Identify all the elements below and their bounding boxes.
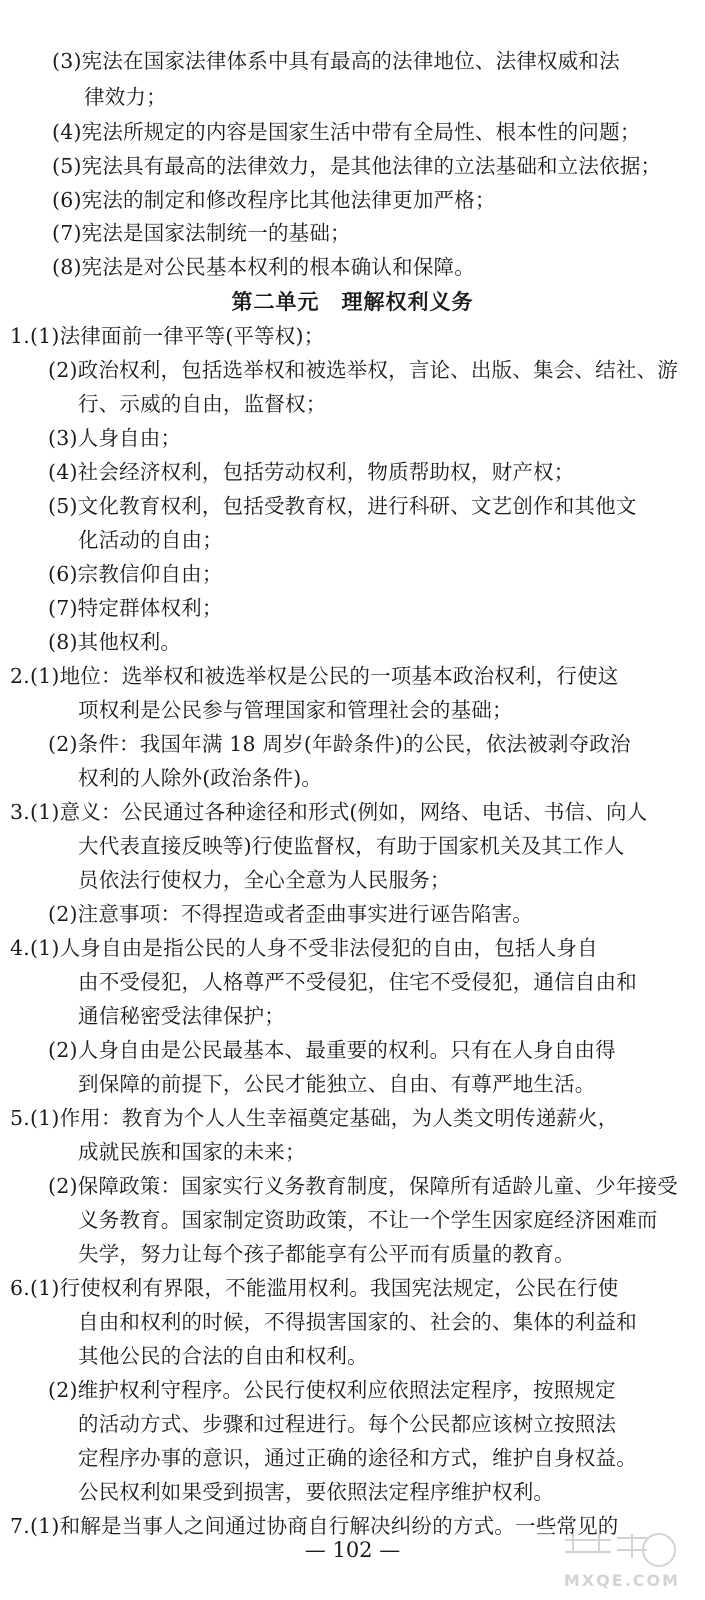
text-line: (2)人身自由是公民最基本、最重要的权利。只有在人身自由得 [48,1038,616,1062]
text-line: 1.(1)法律面前一律平等(平等权)； [10,324,325,348]
text-line: 定程序办事的意识，通过正确的途径和方式，维护自身权益。 [78,1446,637,1470]
text-line: 的活动方式、步骤和过程进行。每个公民都应该树立按照法 [78,1412,617,1436]
text-line: (5)宪法具有最高的法律效力，是其他法律的立法基础和立法依据； [52,154,662,178]
text-line: 到保障的前提下，公民才能独立、自由、有尊严地生活。 [78,1072,596,1096]
text-line: 大代表直接反映等)行使监督权，有助于国家机关及其工作人 [78,834,625,858]
text-line: (2)条件：我国年满 18 周岁(年龄条件)的公民，依法被剥夺政治 [48,732,631,756]
text-line: 自由和权利的时候，不得损害国家的、社会的、集体的利益和 [78,1310,637,1334]
text-line: 成就民族和国家的未来； [78,1140,306,1164]
text-line: 项权利是公民参与管理国家和管理社会的基础； [78,698,513,722]
text-line: (5)文化教育权利，包括受教育权，进行科研、文艺创作和其他文 [48,494,637,518]
text-line: (3)宪法在国家法律体系中具有最高的法律地位、法律权威和法 [52,49,620,73]
text-line: 其他公民的合法的自由和权利。 [78,1344,368,1368]
text-line: (8)其他权利。 [48,630,182,654]
text-line: 化活动的自由； [78,528,223,552]
text-line: 失学，努力让每个孩子都能享有公平而有质量的教育。 [78,1242,575,1266]
text-line: 由不受侵犯，人格尊严不受侵犯，住宅不受侵犯，通信自由和 [78,970,637,994]
text-line: 员依法行使权力，全心全意为人民服务； [78,868,451,892]
text-line: (6)宪法的制定和修改程序比其他法律更加严格； [52,188,496,212]
text-line: 7.(1)和解是当事人之间通过协商自行解决纠纷的方式。一些常见的 [10,1514,619,1538]
text-line: (4)宪法所规定的内容是国家生活中带有全局性、根本性的问题； [52,120,641,144]
text-line: 3.(1)意义：公民通过各种途径和形式(例如，网络、电话、书信、向人 [10,800,648,824]
watermark-logo [547,1528,697,1592]
text-line: (2)维护权利守程序。公民行使权利应依照法定程序，按照规定 [48,1378,616,1402]
text-line: 通信秘密受法律保护； [78,1004,285,1028]
text-line: 权利的人除外(政治条件)。 [78,766,323,790]
text-line: (6)宗教信仰自由； [48,562,223,586]
text-line: 义务教育。国家制定资助政策，不让一个学生因家庭经济困难而 [78,1208,658,1232]
text-line: (2)注意事项：不得捏造或者歪曲事实进行诬告陷害。 [48,902,534,926]
text-line: 2.(1)地位：选举权和被选举权是公民的一项基本政治权利，行使这 [10,664,619,688]
text-line: (7)特定群体权利； [48,596,223,620]
svg-text:MXQE.COM: MXQE.COM [563,1571,681,1590]
text-line: (4)社会经济权利，包括劳动权利，物质帮助权，财产权； [48,460,575,484]
text-line: 律效力； [84,85,167,109]
section-heading: 第二单元 理解权利义务 [231,290,474,314]
text-line: 公民权利如果受到损害，要依照法定程序维护权利。 [78,1480,555,1504]
text-line: 6.(1)行使权利有界限，不能滥用权利。我国宪法规定，公民在行使 [10,1276,619,1300]
text-line: (8)宪法是对公民基本权利的根本确认和保障。 [52,255,475,279]
text-line: 5.(1)作用：教育为个人人生幸福奠定基础，为人类文明传递薪火， [10,1106,619,1130]
text-line: (2)政治权利，包括选举权和被选举权，言论、出版、集会、结社、游 [48,358,678,382]
text-line: 行、示威的自由，监督权； [78,392,327,416]
page-number: — 102 — [304,1538,401,1562]
text-line: (7)宪法是国家法制统一的基础； [52,221,351,245]
text-line: (3)人身自由； [48,426,182,450]
text-line: (2)保障政策：国家实行义务教育制度，保障所有适龄儿童、少年接受 [48,1174,678,1198]
text-line: 4.(1)人身自由是指公民的人身不受非法侵犯的自由，包括人身自 [10,936,598,960]
